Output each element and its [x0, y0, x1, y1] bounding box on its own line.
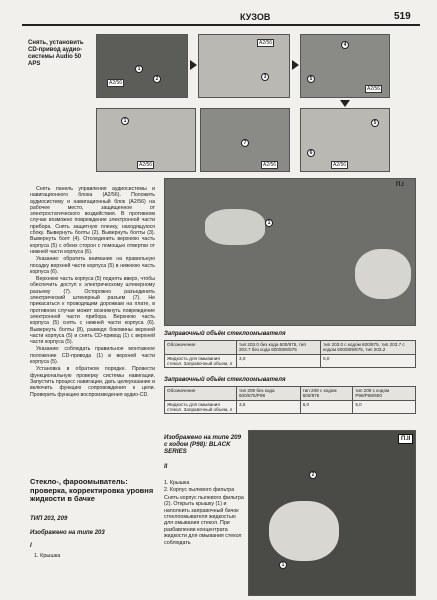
- engine-bay-photo-2: 2 1: [248, 430, 416, 596]
- header-rule: [22, 24, 420, 26]
- photo-5: 7 A2/56: [200, 108, 290, 172]
- legend-list: [164, 480, 244, 547]
- figure-caption: Изображено на типе 209 с кодом (P98): BLACK SERIES: [164, 434, 242, 456]
- table-cell: 6,0: [300, 400, 353, 414]
- section-title: КУЗОВ: [240, 12, 271, 22]
- instructions-text: [30, 186, 155, 399]
- engine-bay-photo-1: 1: [164, 178, 416, 326]
- photo-6: 5 A2/56 6: [300, 108, 390, 172]
- photo-2: A2/56 3: [198, 34, 290, 98]
- table-title: Заправочный объём стеклоомывателя: [164, 331, 286, 337]
- table-cell: 6,0: [321, 354, 416, 368]
- model-types: ТИП 203, 209: [30, 516, 68, 522]
- table-cell: Жидкость для омывания стекол. Заправочный объем, л: [165, 400, 237, 414]
- paragraph: Верхнюю часть корпуса (5) поднять вверх, чтобы обеспечить доступ к электрическому штекерному разъему (7). Осторожно разъединить электрический штекерный разъем (7). Не прикасаться к проводящим дорожкам на плате, в противном случае может возникнуть повреждение электронной части прибора. Верхнюю часть корпуса (5) снять с нижней части корпуса (6). Вывернуть болты (8), разведя боковины верхней части корпуса (5) и снять CD-привод (1) с верхней части корпуса (5).: [30, 276, 155, 346]
- paragraph: Указание: соблюдать правильное монтажное положение CD-привода (1) в верхней части корпуса (5).: [30, 346, 155, 366]
- sub-heading: Изображено на типе 203: [30, 530, 105, 536]
- photo-3: 4 5 A2/56: [300, 34, 390, 98]
- legend-item: Снять корпус пылевого фильтра (2). Открыть крышку (1) и наполнить заправочный бачок стеклоомывателя жидкостью для омывания стекол. При разбавлении концентрата жидкости для омывания стекол соблюдать: [164, 494, 244, 546]
- legend-item: 2. Корпус пылевого фильтра: [164, 487, 235, 494]
- capacity-table-209: [164, 386, 416, 414]
- table-cell: тип 203.0 с кодом 600/875, тип 203.7 с кодом 600/809/875, тип 203.2: [321, 341, 416, 355]
- photo-4: 1 A2/56: [96, 108, 196, 172]
- figure-roman-label: II: [164, 464, 168, 470]
- figure-roman-label: I: [30, 543, 32, 549]
- table-title: Заправочный объём стеклоомывателя: [164, 377, 286, 383]
- paragraph: Снять панель управления аудиосистемы и навигационного блока (A2/56). Положить аудиосистему и навигационный блок (A2/56) на рабочее место, защищенное от электростатического воздействия. В противном случае возможно повреждение электронной части прибора. Снять защитную пленку, находящуюся сбоку. Вывернуть болты (2). Вывернуть болты (3). Вывернуть болт (4). Отсоединить верхнюю часть корпуса (5) с обеих сторон с помощью отвертки от нижней части корпуса (6).: [30, 186, 155, 255]
- table-cell: тип 203.0 без кода 600/875, тип 203.7 без кода 600/809/875: [237, 341, 321, 355]
- legend-item: 1. Крышка: [164, 480, 190, 486]
- legend-item: 1. Крышка: [34, 553, 61, 559]
- table-cell: 5,0: [353, 400, 416, 414]
- paragraph: Указание: обратить внимание на правильную посадку верхней части корпуса (5) в нижнюю часть корпуса (6).: [30, 256, 155, 275]
- figure-id: П.I: [396, 182, 404, 188]
- table-cell: Обозначение: [165, 387, 237, 401]
- table-cell: тип 209 без кода 600/875/P98: [237, 387, 301, 401]
- table-cell: 3,0: [237, 354, 321, 368]
- arrow-icon: [340, 100, 350, 107]
- capacity-table-203: [164, 340, 416, 368]
- arrow-icon: [292, 60, 299, 70]
- table-cell: Обозначение: [165, 341, 237, 355]
- section-heading: Стекло-, фароомыватель: проверка, корректировка уровня жидкости в бачке: [30, 477, 154, 503]
- table-cell: Жидкость для омывания стекол. Заправочный объем, л: [165, 354, 237, 368]
- photo-1: A2/56 1 2: [96, 34, 188, 98]
- figure-caption: Снять, установить CD-привод аудио-системы Audio 50 APS: [28, 40, 84, 67]
- arrow-icon: [190, 60, 197, 70]
- page-number: 519: [394, 11, 411, 22]
- paragraph: Установка в обратном порядке. Провести функциональную проверку системы навигации. Запустить процесс навигации, дать целеуказание и включить функцию сопровождения к цели. Проверить функцию воспроизведения аудио-CD.: [30, 366, 155, 398]
- figure-id: П.II: [398, 434, 413, 444]
- table-cell: тип 209 с кодом 600/875: [300, 387, 353, 401]
- table-cell: 3,5: [237, 400, 301, 414]
- table-cell: тип 209 с кодом P98/P68/600: [353, 387, 416, 401]
